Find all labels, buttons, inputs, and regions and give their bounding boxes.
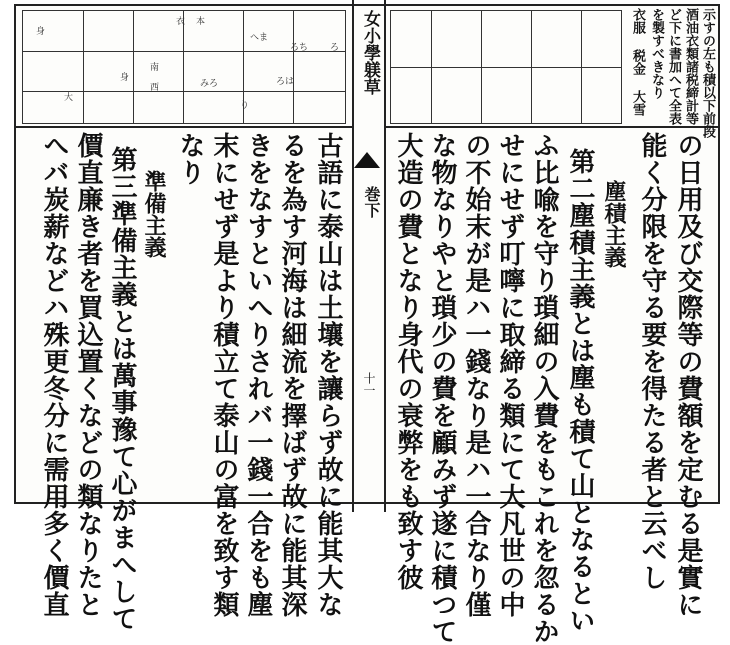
diagram-label: 西 <box>150 83 160 93</box>
text-column: 能く分限を守る要を得たる者と云べし <box>637 132 667 591</box>
ledger-diagram-left <box>22 10 346 124</box>
fold-line-left <box>352 0 354 512</box>
page-number: 十一 <box>362 372 376 396</box>
diagram-label: みろ <box>200 79 219 89</box>
text-column: ふ比喩を守り瑣細の入費をもこれを忽るか <box>529 132 559 645</box>
diagram-label: 身 <box>36 27 46 37</box>
book-title: 女小學躾草 <box>360 10 380 95</box>
text-column: なり <box>175 132 205 186</box>
header-note-4: を製すべきなり <box>649 8 664 99</box>
text-column: るを為す河海は細流を擇ばず故に能其深 <box>277 132 307 618</box>
diagram-label: ろち <box>290 43 309 53</box>
text-column: の日用及び交際等の費額を定むる是實に <box>673 132 703 618</box>
text-column: 大造の費となり身代の衰弊をも致す彼 <box>393 132 423 591</box>
chevron-mark-icon <box>354 152 380 168</box>
fold-line-right <box>384 0 386 512</box>
diagram-label: へま <box>250 33 269 43</box>
diagram-label: 衣 <box>176 17 186 27</box>
text-column: 末にせず是より積立て泰山の富を致す類 <box>209 132 239 618</box>
header-note-1: 示すの左も積以下前段 <box>700 8 715 138</box>
text-column: 價直廉き者を買込置くなどの類なりたと <box>73 132 103 618</box>
header-note-5: 衣服 税金 大雪 <box>630 8 645 116</box>
text-column: きをなすといへりされバ一錢一合をも塵 <box>243 132 273 618</box>
diagram-label: り <box>240 101 250 111</box>
text-column: の不始末が是ハ一錢なり是ハ一合なり僅 <box>461 132 491 618</box>
diagram-label: ろ <box>330 43 340 53</box>
diagram-label: 南 <box>150 63 160 73</box>
ledger-diagram-right <box>390 10 622 124</box>
header-rule-right <box>16 126 352 128</box>
text-column: な物なりやと瑣少の費を顧みず遂に積つて <box>427 132 457 645</box>
text-column: 第二塵積主義とは塵も積て山となるとい <box>565 148 595 634</box>
header-note-2: 酒油衣類諸税締計等 <box>683 8 698 125</box>
header-rule-left <box>384 126 718 128</box>
section-heading: 準備主義 <box>141 170 167 258</box>
text-column: 第三準備主義とは萬事豫て心がまへして <box>107 146 137 632</box>
text-column: せにせず叮嚀に取締る類にて大凡世の中 <box>495 132 525 618</box>
diagram-label: 身 <box>120 73 130 83</box>
diagram-label: ろは <box>276 77 295 87</box>
header-note-3: ど下に書加へて全表 <box>666 8 681 125</box>
volume-label: 巻下 <box>362 186 381 218</box>
section-heading: 塵積主義 <box>601 180 627 268</box>
diagram-label: 本 <box>196 17 206 27</box>
diagram-label: 大 <box>64 93 74 103</box>
text-column: 古語に泰山は土壤を讓らず故に能其大な <box>313 132 343 618</box>
text-column: へバ炭薪などハ殊更冬分に需用多く價直 <box>39 132 69 618</box>
